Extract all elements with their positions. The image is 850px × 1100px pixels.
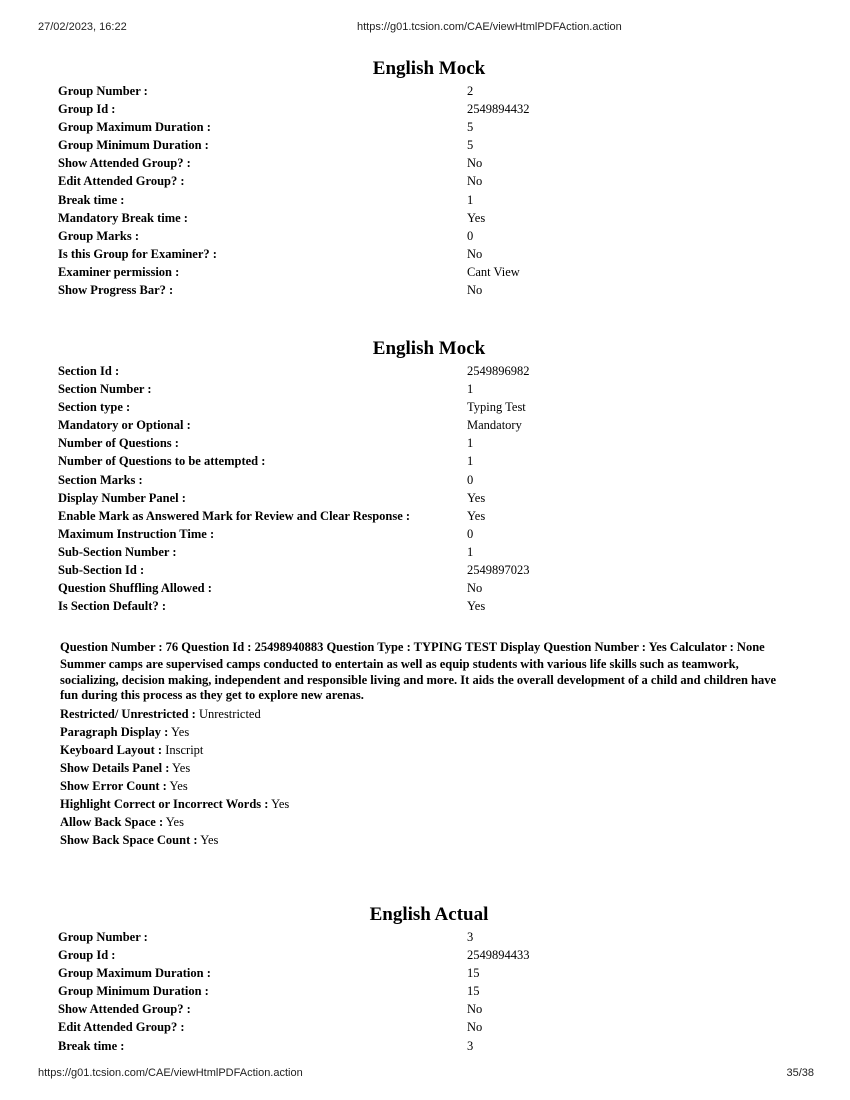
detail-label: Is this Group for Examiner? : [58,246,217,261]
print-header-url: https://g01.tcsion.com/CAE/viewHtmlPDFAction.action [357,21,622,33]
detail-value: No [467,156,483,171]
detail-label: Section Number : [58,382,152,397]
detail-value: Yes [467,490,486,505]
group-title-english-mock: English Mock [372,58,486,79]
detail-value: 15 [467,984,480,999]
detail-row [58,263,758,281]
setting-label: Allow Back Space : [60,815,164,830]
detail-value: 5 [467,120,474,135]
detail-value: 1 [467,544,474,559]
detail-label: Group Number : [58,930,148,944]
detail-row [58,525,758,543]
question-setting-row [60,705,790,723]
detail-label: Number of Questions : [58,436,179,451]
detail-label: Group Id : [58,948,116,963]
detail-row [58,398,758,416]
question-setting-row [60,795,790,813]
detail-value: Yes [467,599,486,614]
detail-row [58,172,758,190]
detail-row [58,543,758,561]
detail-value: Cant View [467,264,520,279]
detail-label: Group Minimum Duration : [58,138,209,153]
detail-label: Section Marks : [58,472,143,487]
detail-label: Group Number : [58,84,148,98]
detail-label: Show Attended Group? : [58,1002,191,1017]
setting-label: Paragraph Display : [60,724,169,739]
detail-label: Question Shuffling Allowed : [58,581,212,596]
page-number: 35/38 [786,1067,814,1079]
detail-row [58,434,758,452]
detail-label: Sub-Section Number : [58,544,177,559]
detail-label: Section type : [58,400,131,415]
detail-label: Edit Attended Group? : [58,1020,185,1035]
detail-value: 0 [467,526,474,541]
print-footer-url: https://g01.tcsion.com/CAE/viewHtmlPDFAction.action [38,1067,303,1079]
setting-value: Unrestricted [195,706,261,721]
question-passage: Summer camps are supervised camps conducted to entertain as well as equip students with various life skills such as teamwork, socializing, decision making, independent and responsible living and more. It aids the overall development of a child and children have fun during this process as they get to explore new arenas. [60,657,777,702]
question-setting-row [60,813,790,831]
detail-value: No [467,174,483,189]
detail-value: No [467,283,483,298]
detail-label: Is Section Default? : [58,599,166,614]
detail-label: Section Id : [58,364,120,378]
detail-row [58,928,758,946]
detail-row [58,416,758,434]
question-setting-row [60,759,790,777]
detail-row [58,1000,758,1018]
detail-row [58,380,758,398]
question-header: Question Number : 76 Question Id : 25498940883 Question Type : TYPING TEST Display Question Number : Yes Calculator : None [60,640,765,654]
detail-value: No [467,246,483,261]
detail-value: No [467,1020,483,1035]
setting-value: Inscript [162,742,204,757]
detail-row [58,281,758,299]
detail-value: 3 [467,1038,474,1053]
detail-label: Break time : [58,192,125,207]
detail-label: Enable Mark as Answered Mark for Review and Clear Response : [58,508,411,523]
print-datetime: 27/02/2023, 16:22 [38,21,127,33]
detail-value: 1 [467,436,474,451]
group1-details [58,82,758,299]
detail-label: Break time : [58,1038,125,1053]
detail-row [58,1018,758,1036]
detail-row [58,489,758,507]
section1-details [58,362,758,615]
detail-value: 0 [467,228,474,243]
question-setting-row [60,777,790,795]
detail-value: 1 [467,454,474,469]
detail-row [58,227,758,245]
detail-value: Typing Test [467,400,526,415]
setting-value: Yes [166,778,188,793]
detail-label: Show Attended Group? : [58,156,191,171]
detail-row [58,507,758,525]
detail-value: Yes [467,210,486,225]
setting-label: Show Details Panel : [60,760,170,775]
setting-label: Highlight Correct or Incorrect Words : [60,796,269,811]
setting-label: Show Back Space Count : [60,833,198,848]
detail-value: 2 [467,84,474,98]
detail-label: Group Maximum Duration : [58,966,211,981]
setting-value: Yes [268,796,290,811]
setting-label: Show Error Count : [60,778,167,793]
detail-row [58,362,758,380]
detail-row [58,1037,758,1055]
question-setting-row [60,831,790,849]
detail-row [58,561,758,579]
detail-label: Group Marks : [58,228,140,243]
setting-value: Yes [163,815,184,830]
detail-value: 5 [467,138,474,153]
detail-value: 2549896982 [467,364,530,378]
section-title-english-mock: English Mock [372,338,486,359]
group2-details [58,928,758,1055]
detail-label: Mandatory or Optional : [58,418,191,433]
detail-row [58,964,758,982]
detail-value: 2549897023 [467,563,530,578]
detail-value: 2549894433 [467,948,530,963]
detail-row [58,118,758,136]
detail-value: No [467,1002,483,1017]
detail-row [58,471,758,489]
detail-value: No [467,581,483,596]
question-settings [60,705,790,850]
detail-label: Mandatory Break time : [58,210,188,225]
detail-label: Group Id : [58,102,116,117]
question-block [60,640,790,849]
detail-label: Edit Attended Group? : [58,174,185,189]
detail-label: Number of Questions to be attempted : [58,454,266,469]
detail-value: 1 [467,382,474,397]
detail-row [58,245,758,263]
detail-value: Yes [467,508,486,523]
detail-row [58,452,758,470]
detail-value: Mandatory [467,418,522,433]
detail-label: Examiner permission : [58,264,180,279]
detail-value: 3 [467,930,474,944]
detail-row [58,82,758,100]
detail-label: Show Progress Bar? : [58,283,174,298]
detail-row [58,597,758,615]
detail-value: 0 [467,472,474,487]
setting-value: Yes [169,760,191,775]
detail-label: Display Number Panel : [58,490,186,505]
detail-label: Group Maximum Duration : [58,120,211,135]
question-setting-row [60,723,790,741]
detail-value: 15 [467,966,480,981]
detail-value: 2549894432 [467,102,530,117]
detail-value: 1 [467,192,474,207]
setting-value: Yes [197,833,219,848]
detail-label: Maximum Instruction Time : [58,526,215,541]
detail-row [58,579,758,597]
detail-row [58,100,758,118]
group-title-english-actual: English Actual [369,904,489,925]
setting-label: Keyboard Layout : [60,742,163,757]
detail-label: Group Minimum Duration : [58,984,209,999]
detail-row [58,982,758,1000]
detail-row [58,154,758,172]
detail-label: Sub-Section Id : [58,563,145,578]
detail-row [58,191,758,209]
detail-row [58,136,758,154]
detail-row [58,209,758,227]
setting-label: Restricted/ Unrestricted : [60,706,196,721]
detail-row [58,946,758,964]
question-setting-row [60,741,790,759]
setting-value: Yes [168,724,190,739]
